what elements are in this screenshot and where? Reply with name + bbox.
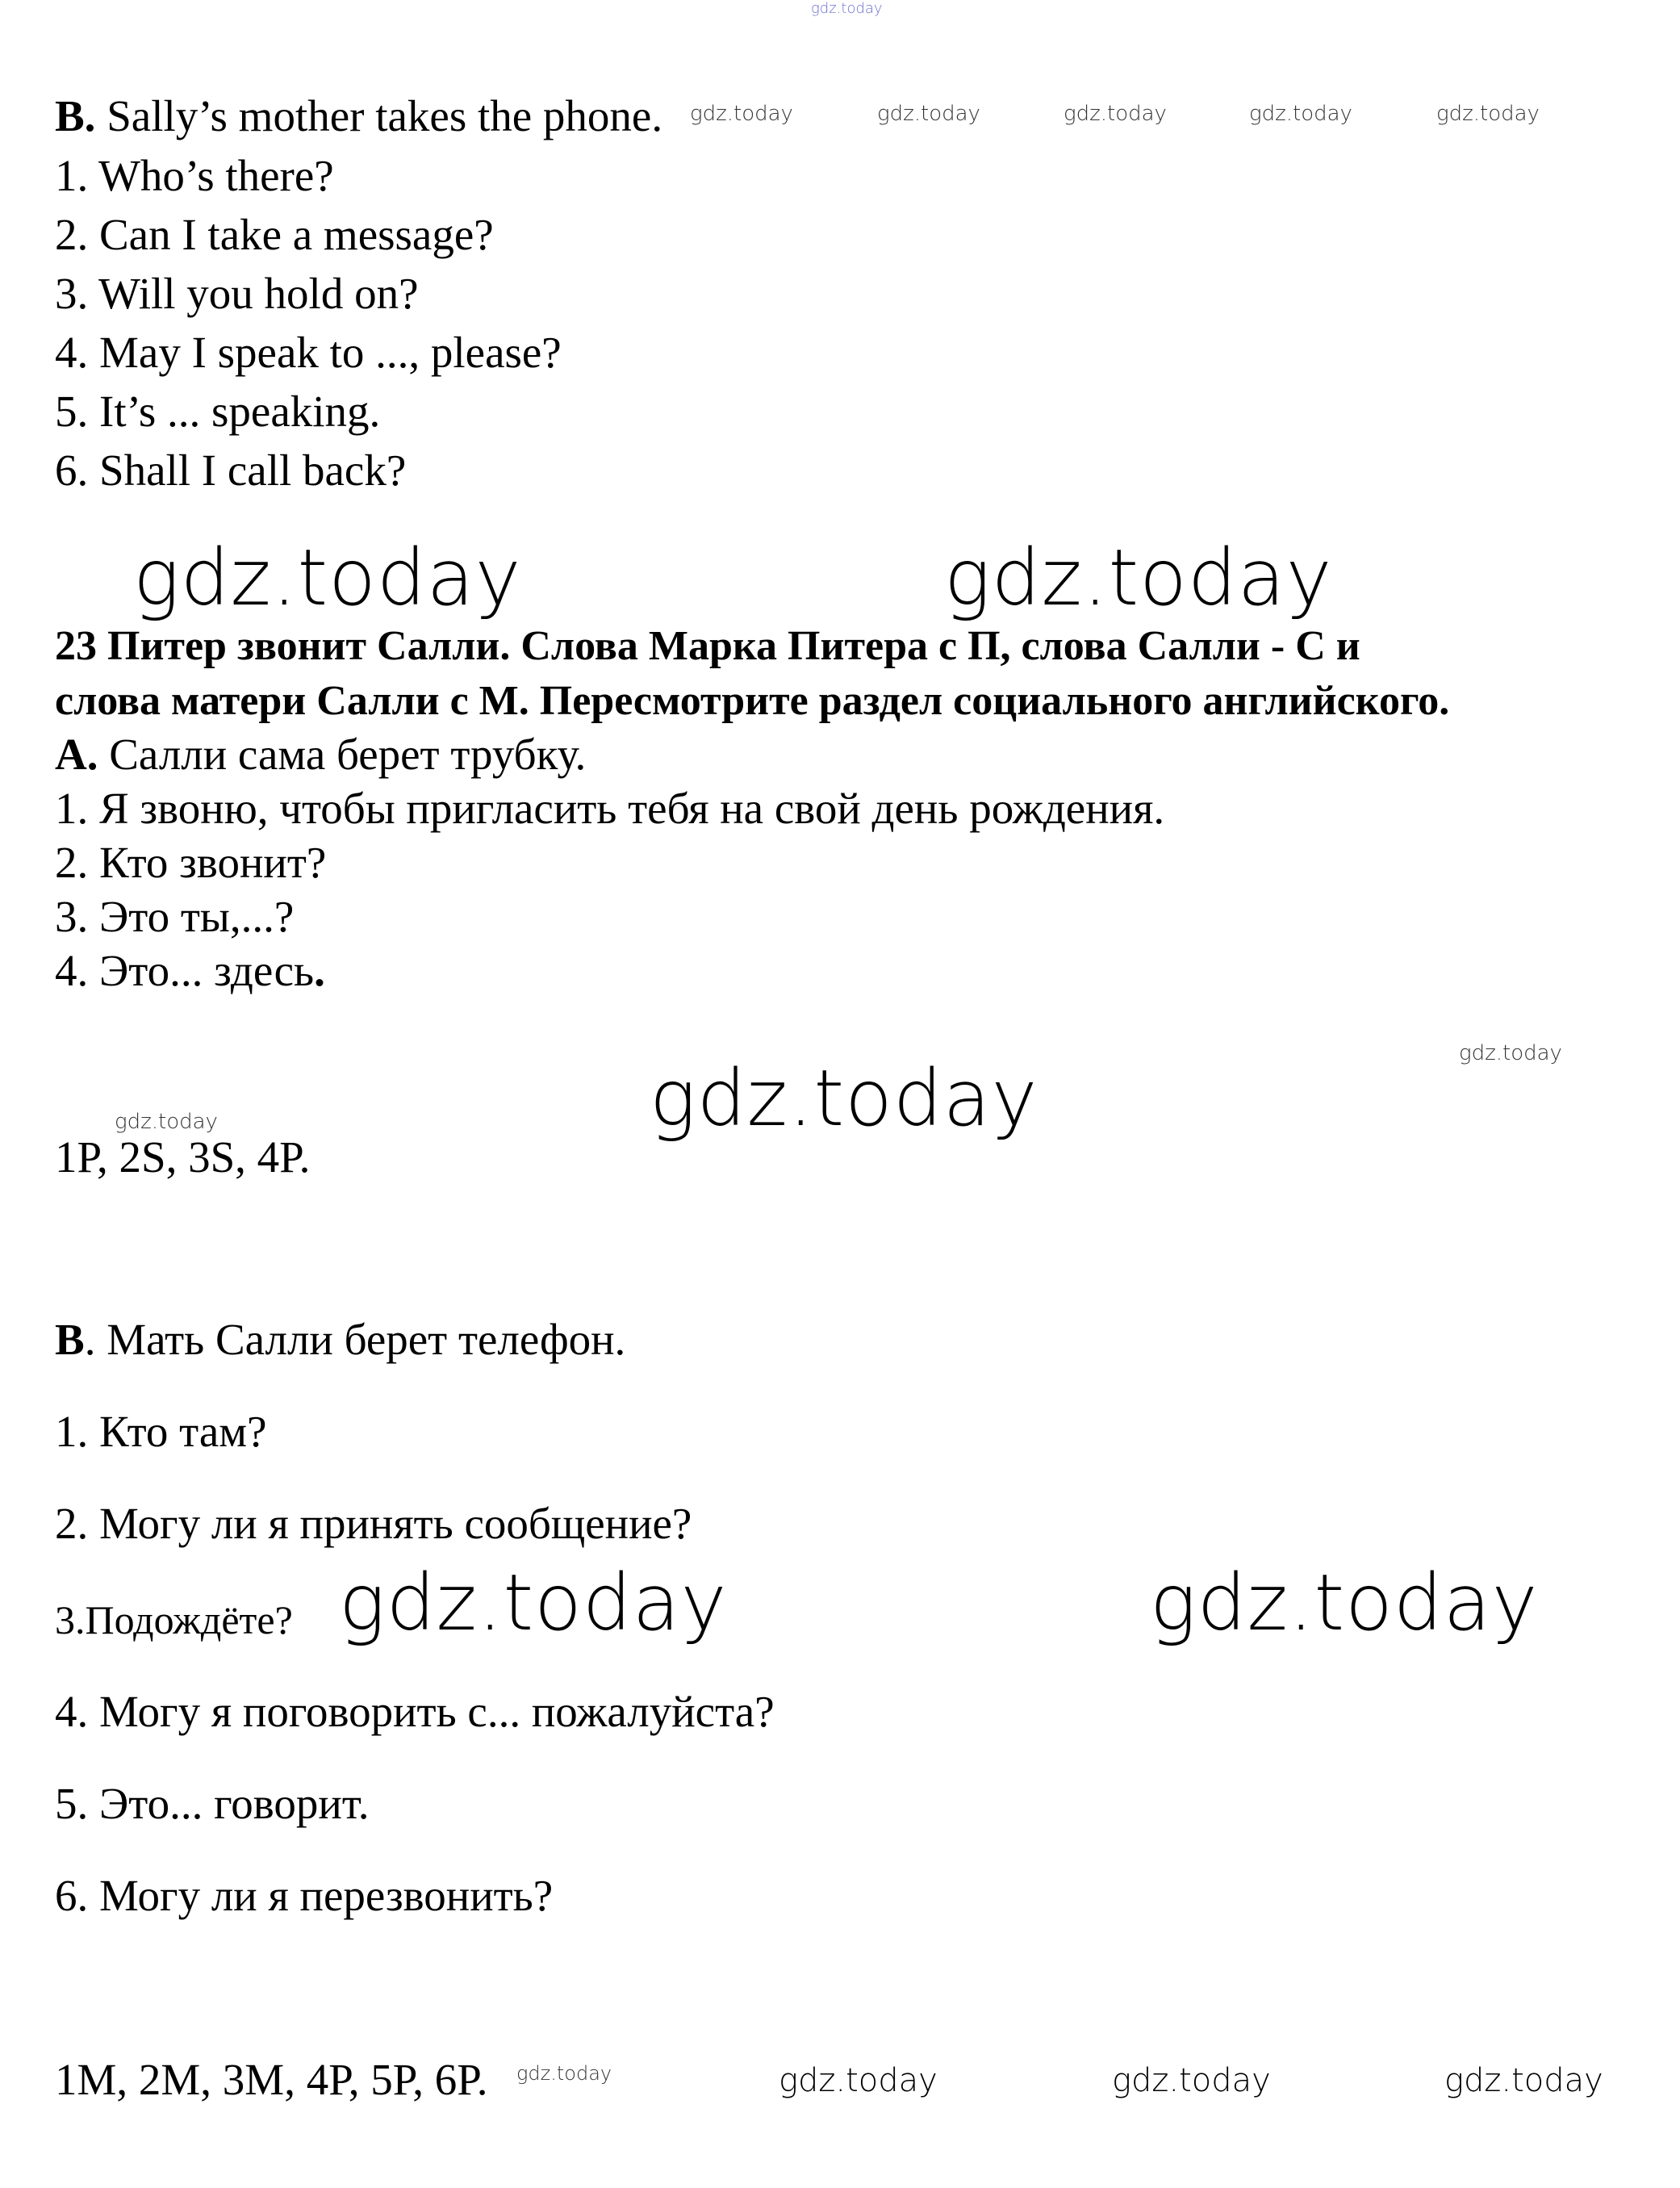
section-b-en-label: B. [55, 91, 96, 140]
watermark-small: gdz.today [690, 102, 793, 126]
list-item: 6. Shall I call back? [55, 446, 407, 495]
part-b-answer: 1M, 2M, 3M, 4P, 5P, 6P. [55, 2055, 488, 2104]
watermark-small: gdz.today [1249, 102, 1352, 126]
part-a-answer: 1P, 2S, 3S, 4P. [55, 1132, 311, 1182]
part-a-label: А. [55, 730, 98, 779]
list-item: 3. Это ты,...? [55, 892, 295, 941]
exercise-heading-line2: слова матери Салли с М. Пересмотрите раздел социального английского. [55, 678, 1450, 724]
list-item: 2. Могу ли я принять сообщение? [55, 1499, 692, 1548]
list-item: 2. Can I take a message? [55, 210, 494, 259]
watermark-large: gdz.today [133, 533, 522, 623]
exercise-heading-line1: 23 Питер звонит Салли. Слова Марка Питера с П, слова Салли - С и [55, 623, 1360, 669]
watermark-top: gdz.today [811, 0, 883, 17]
list-item-4 [55, 945, 325, 997]
watermark-small: gdz.today [1064, 102, 1167, 126]
part-b-label: В [55, 1315, 85, 1364]
list-item: 6. Могу ли я перезвонить? [55, 1871, 554, 1920]
list-item-text: 4. Это... здесь [55, 946, 315, 995]
list-item: 3. Will you hold on? [55, 269, 419, 318]
part-b-title [55, 1314, 625, 1366]
section-b-en-title-text: Sally’s mother takes the phone. [95, 91, 663, 140]
list-item: 4. Могу я поговорить с... пожалуйста? [55, 1687, 775, 1736]
watermark-small: gdz.today [516, 2062, 612, 2085]
list-item: 1. Кто там? [55, 1407, 267, 1456]
watermark-medium: gdz.today [1112, 2062, 1271, 2099]
list-item: 5. It’s ... speaking. [55, 387, 381, 436]
watermark-medium: gdz.today [1444, 2062, 1603, 2099]
list-item: 5. Это... говорит. [55, 1779, 370, 1828]
list-item: 4. May I speak to ..., please? [55, 328, 562, 377]
watermark-small: gdz.today [1459, 1041, 1562, 1065]
watermark-large: gdz.today [339, 1558, 728, 1648]
watermark-small: gdz.today [1436, 102, 1540, 126]
list-item-period: . [314, 946, 325, 995]
watermark-large: gdz.today [650, 1053, 1039, 1144]
list-item: 1. Who’s there? [55, 151, 334, 200]
part-a-title-text: Салли сама берет трубку. [98, 730, 587, 779]
part-b-title-text: . Мать Салли берет телефон. [84, 1315, 626, 1364]
watermark-large: gdz.today [1150, 1558, 1539, 1648]
part-a-title [55, 729, 586, 780]
list-item: 2. Кто звонит? [55, 838, 327, 887]
watermark-large: gdz.today [944, 533, 1333, 623]
watermark-small: gdz.today [877, 102, 980, 126]
section-b-en-title [55, 90, 662, 142]
list-item: 1. Я звоню, чтобы пригласить тебя на свой день рождения. [55, 784, 1165, 833]
watermark-medium: gdz.today [779, 2062, 938, 2099]
list-item: 3.Подождёте? [55, 1597, 293, 1642]
watermark-small: gdz.today [115, 1110, 218, 1134]
